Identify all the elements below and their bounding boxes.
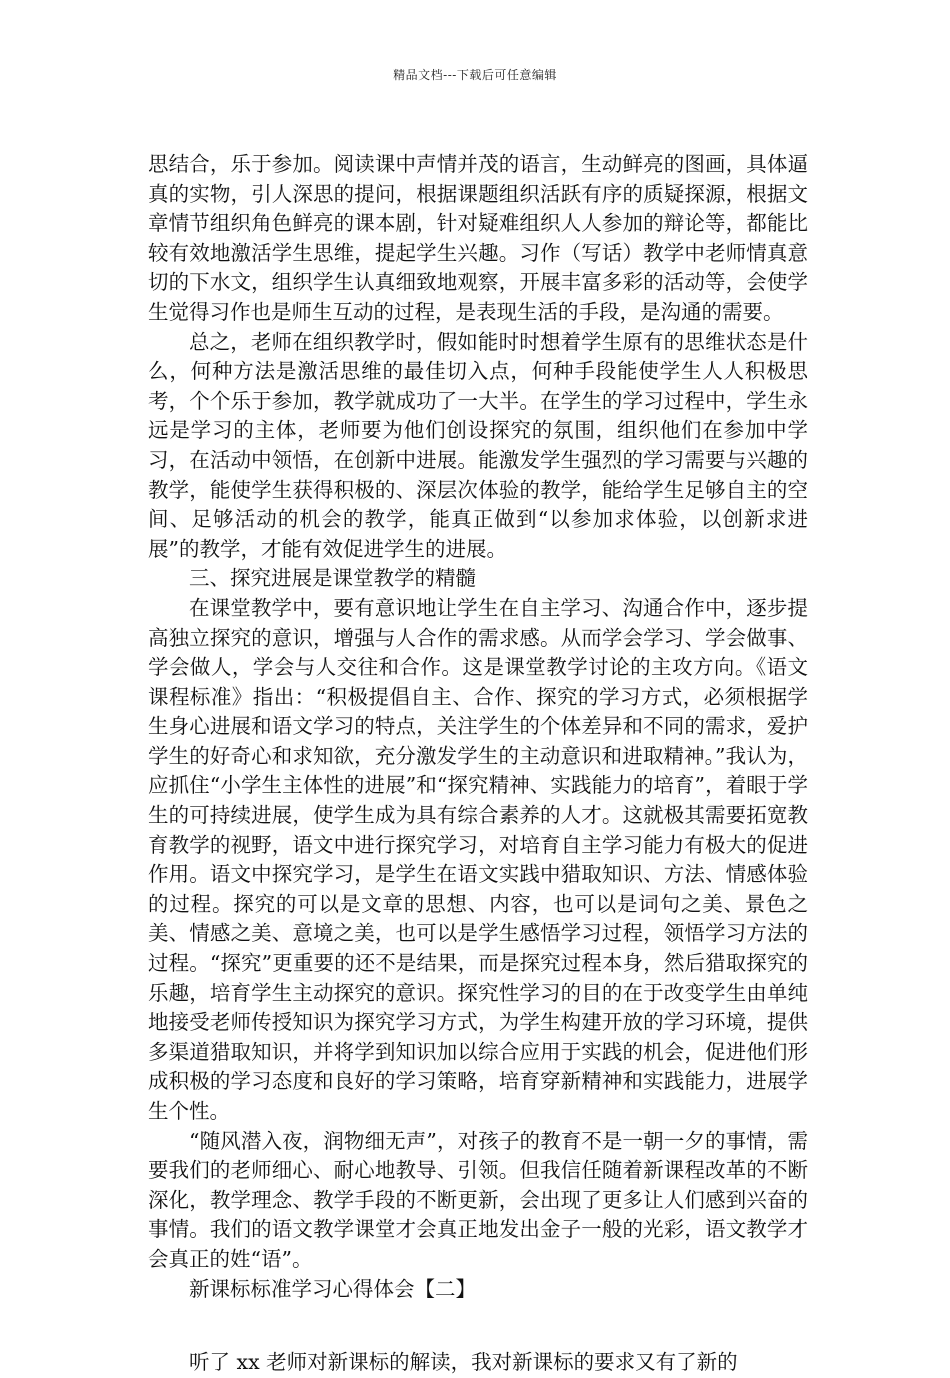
paragraph-opening: 听了 xx 老师对新课标的解读，我对新课标的要求又有了新的 bbox=[189, 1350, 738, 1375]
paragraph-continuation: 思结合，乐于参加。阅读课中声情并茂的语言，生动鲜亮的图画，具体逼真的实物，引人深思的提问，根据课题组织活跃有序的质疑探源，根据文章情节组织角色鲜亮的课本剧，针对疑难组织人人参加的辩论等，都能比较有效地激活学生思维，提起学生兴趣。习作（写话）教学中老师情真意切的下水文，组织学生认真细致地观察，开展丰富多彩的活动等，会使学生觉得习作也是师生互动的过程，是表现生活的手段，是沟通的需要。 bbox=[148, 152, 808, 324]
paragraph-conclusion: “随风潜入夜，润物细无声”，对孩子的教育不是一朝一夕的事情，需要我们的老师细心、耐心地教导、引领。但我信任随着新课程改革的不断深化，教学理念、教学手段的不断更新，会出现了更多让人们感到兴奋的事情。我们的语文教学课堂才会真正地发出金子一般的光彩，语文教学才会真正的姓“语”。 bbox=[148, 1128, 808, 1271]
section-heading-three: 三、探究进展是课堂教学的精髓 bbox=[189, 566, 476, 591]
article-title-two: 新课标标准学习心得体会【二】 bbox=[189, 1276, 476, 1301]
paragraph-inquiry: 在课堂教学中，要有意识地让学生在自主学习、沟通合作中，逐步提高独立探究的意识，增强与人合作的需求感。从而学会学习、学会做事、学会做人，学会与人交往和合作。这是课堂教学讨论的主攻方向。《语文课程标准》指出：“积极提倡自主、合作、探究的学习方式，必须根据学生身心进展和语文学习的特点，关注学生的个体差异和不同的需求，爱护学生的好奇心和求知欲，充分激发学生的主动意识和进取精神。”我认为，应抓住“小学生主体性的进展”和“探究精神、实践能力的培育”，着眼于学生的可持续进展，使学生成为具有综合素养的人才。这就极其需要拓宽教育教学的视野，语文中进行探究学习，对培育自主学习能力有极大的促进作用。语文中探究学习，是学生在语文实践中猎取知识、方法、情感体验的过程。探究的可以是文章的思想、内容，也可以是词句之美、景色之美、情感之美、意境之美，也可以是学生感悟学习过程，领悟学习方法的过程。“探究”更重要的还不是结果，而是探究过程本身，然后猎取探究的乐趣，培育学生主动探究的意识。探究性学习的目的在于改变学生由单纯地接受老师传授知识为探究学习方式，为学生构建开放的学习环境，提供多渠道猎取知识，并将学到知识加以综合应用于实践的机会，促进他们形成积极的学习态度和良好的学习策略，培育穿新精神和实践能力，进展学生个性。 bbox=[148, 595, 808, 1123]
paragraph-summary: 总之，老师在组织教学时，假如能时时想着学生原有的思维状态是什么，何种方法是激活思维的最佳切入点，何种手段能使学生人人积极思考，个个乐于参加，教学就成功了一大半。在学生的学习过程中，学生永远是学习的主体，老师要为他们创设探究的氛围，组织他们在参加中学习，在活动中领悟，在创新中进展。能激发学生强烈的学习需要与兴趣的教学，能使学生获得积极的、深层次体验的教学，能给学生足够自主的空间、足够活动的机会的教学，能真正做到“以参加求体验，以创新求进展”的教学，才能有效促进学生的进展。 bbox=[148, 329, 808, 561]
page-header: 精品文档---下载后可任意编辑 bbox=[393, 68, 557, 82]
document-body bbox=[148, 150, 808, 1378]
blank-line bbox=[148, 1304, 808, 1348]
